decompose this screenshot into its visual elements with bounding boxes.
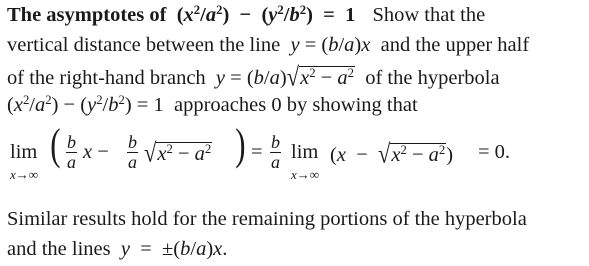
line2-end-text: and the upper half <box>380 34 530 56</box>
lim-left-subscript: x→∞ <box>10 167 39 182</box>
branch-equation: $y = (b/a)√x^2 - a^2$ <box>215 61 354 92</box>
paragraph-line-3 <box>7 61 500 92</box>
line2-text: vertical distance between the line <box>7 34 281 56</box>
paragraph-line-1 <box>7 4 485 27</box>
closing-line-1: Similar results hold for the remaining portions of the hyperbola <box>7 208 527 230</box>
frac-b-over-a-3: $\frac{b}{a}$ <box>271 132 280 172</box>
lines-equation: y = ±(b/a)x. <box>120 238 228 260</box>
line3-end-text: of the hyperbola <box>365 67 500 89</box>
frac-b-over-a-1: $\frac{b}{a}$ <box>67 132 76 172</box>
frac-b-over-a-2: $\frac{b}{a}$ <box>128 132 137 172</box>
limit-equation <box>8 120 578 183</box>
lim-left: lim <box>10 141 38 163</box>
line3-start-text: of the right-hand branch <box>7 67 206 89</box>
lim-right-subscript: x→∞ <box>291 167 320 182</box>
asymptote-equation: $(x^2/a^2) - (y^2/b^2) = 1$ <box>171 3 356 26</box>
line4-end-text: approaches 0 by showing that <box>174 94 418 116</box>
closing-line2-text: and the lines <box>7 238 111 260</box>
lim-right: lim <box>291 141 319 163</box>
right-paren-expr: $(x - √x^2 - a^2)$ <box>330 138 454 169</box>
closing-line-2 <box>7 238 227 261</box>
bold-lead-text: The asymptotes of <box>7 4 167 26</box>
eq-x-minus: x − <box>83 141 109 163</box>
paragraph-line-4 <box>7 94 418 117</box>
equals-sign: = <box>251 141 263 163</box>
result-zero: = 0. <box>478 141 511 163</box>
big-paren-close: ) <box>235 120 246 169</box>
big-paren-open: ( <box>50 120 61 169</box>
radical-1: $√x^2 - a^2$ <box>144 137 212 168</box>
line1-rest-text: Show that the <box>372 4 486 26</box>
paragraph-line-2 <box>7 34 529 57</box>
line-equation: y = (b/a)x <box>290 34 371 56</box>
hyperbola-equation: $(x^2/a^2) - (y^2/b^2) = 1$ <box>7 93 169 116</box>
